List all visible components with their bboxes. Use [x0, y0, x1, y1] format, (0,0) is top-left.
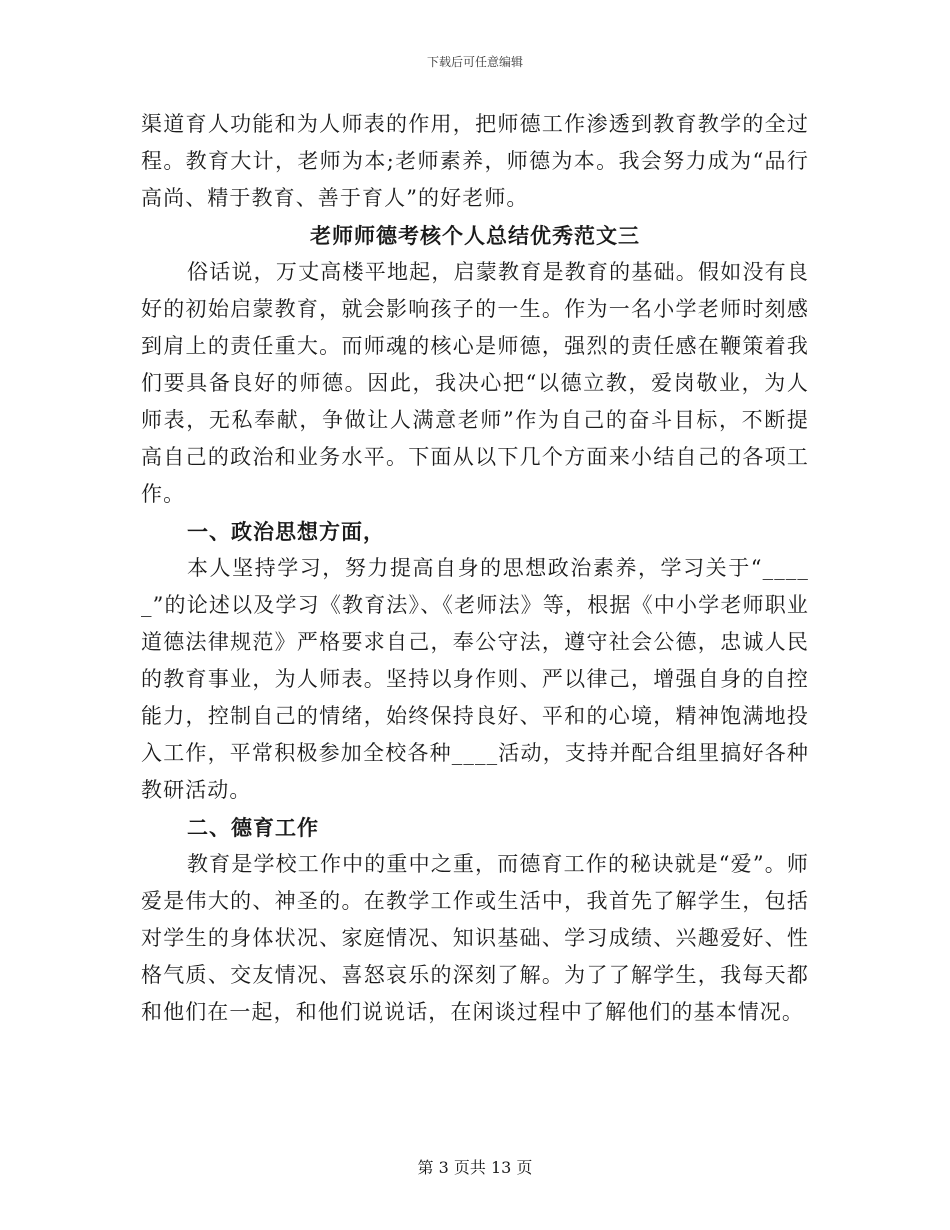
- document-body: [141, 106, 809, 1031]
- section-title: 老师师德考核个人总结优秀范文三: [310, 223, 640, 248]
- paragraph-continuation: 渠道育人功能和为人师表的作用，把师德工作渗透到教育教学的全过程。教育大计，老师为本;老师素养，师德为本。我会努力成为“品行高尚、精于教育、善于育人”的好老师。: [141, 112, 809, 210]
- page-number: 第 3 页共 13 页: [417, 1158, 533, 1177]
- heading-moral-education: 二、德育工作: [187, 815, 319, 840]
- paragraph-political-thought: 本人坚持学习，努力提高自身的思想政治素养，学习关于“_____”的论述以及学习《教育法》、《老师法》等，根据《中小学老师职业道德法律规范》严格要求自己，奉公守法，遵守社会公德，忠诚人民的教育事业，为人师表。坚持以身作则、严以律己，增强自身的自控能力，控制自己的情绪，始终保持良好、平和的心境，精神饱满地投入工作，平常积极参加全校各种____活动，支持并配合组里搞好各种教研活动。: [141, 556, 809, 802]
- paragraph-intro: 俗话说，万丈高楼平地起，启蒙教育是教育的基础。假如没有良好的初始启蒙教育，就会影响孩子的一生。作为一名小学老师时刻感到肩上的责任重大。而师魂的核心是师德，强烈的责任感在鞭策着我们要具备良好的师德。因此，我决心把“以德立教，爱岗敬业，为人师表，无私奉献，争做让人满意老师”作为自己的奋斗目标，不断提高自己的政治和业务水平。下面从以下几个方面来小结自己的各项工作。: [141, 260, 809, 506]
- page-header-note: 下载后可任意编辑: [426, 55, 523, 69]
- paragraph-moral-education: 教育是学校工作中的重中之重，而德育工作的秘诀就是“爱”。师爱是伟大的、神圣的。在教学工作或生活中，我首先了解学生，包括对学生的身体状况、家庭情况、知识基础、学习成绩、兴趣爱好、性格气质、交友情况、喜怒哀乐的深刻了解。为了了解学生，我每天都和他们在一起，和他们说说话，在闲谈过程中了解他们的基本情况。: [141, 852, 809, 1024]
- heading-political-thought: 一、政治思想方面，: [187, 519, 385, 544]
